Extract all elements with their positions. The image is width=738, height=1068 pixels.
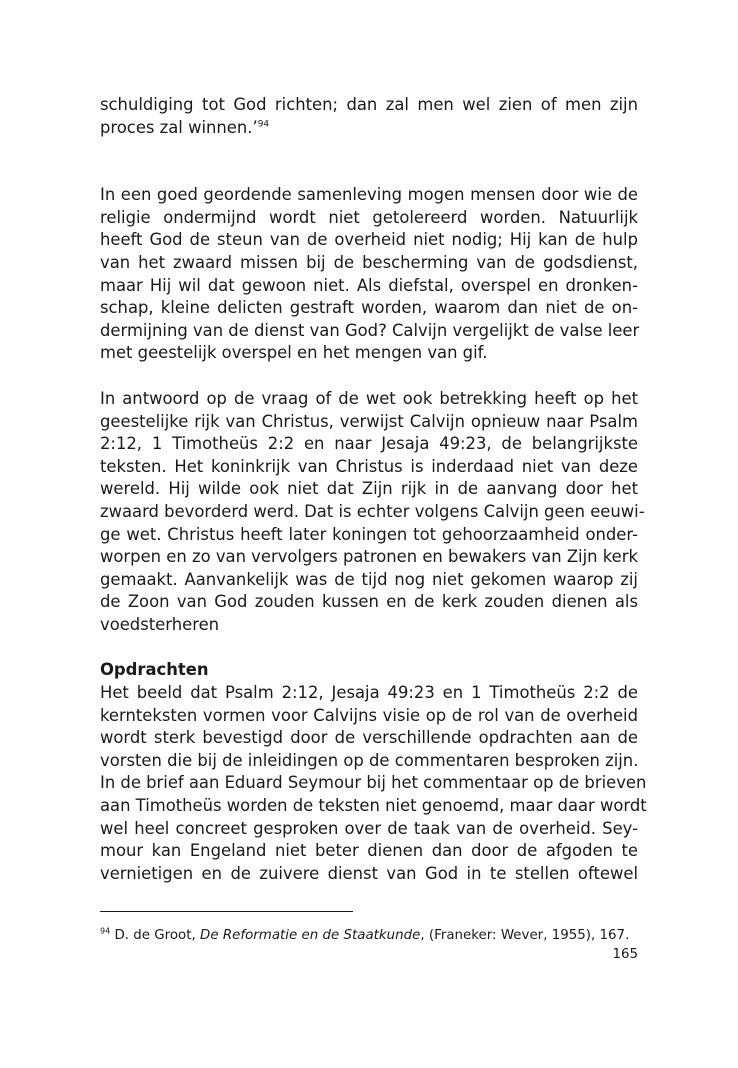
section-paragraph [100,682,647,885]
text-line: aan Timotheüs worden de teksten niet genoemd, maar daar wordt [100,796,647,816]
footnote-citation: , (Franeker: Wever, 1955), 167. [420,928,630,943]
text-line: schuldiging tot God richten; dan zal men wel zien of men zijn [100,95,638,114]
text-line: wordt sterk bevestigd door de verschillende opdrachten aan de [100,728,638,748]
footnote-number: 94 [100,926,111,936]
paragraph-spacer [100,365,638,388]
text-line: In antwoord op de vraag of de wet ook betrekking heeft op het [100,388,638,408]
paragraph-spacer [100,636,638,659]
text-line: schap, kleine delicten gestraft worden, waarom dan niet de on- [100,298,638,318]
text-line: wel heel concreet gesproken over de taak van de overheid. Sey- [100,818,638,838]
paragraph-3 [100,388,645,637]
footnote-reference[interactable]: 94 [257,119,270,130]
text-line: dermijning van de dienst van God? Calvijn vergelijkt de valse leer [100,320,640,340]
text-line: gemaakt. Aanvankelijk was de tijd nog niet gekomen waarop zij [100,569,638,589]
page-body [100,94,647,885]
text-line: maar Hij wil dat gewoon niet. Als diefstal, overspel en dronken- [100,275,638,295]
text-line: de Zoon van God zouden kussen en de kerk zouden dienen als [100,592,638,612]
paragraph-1 [100,94,638,139]
text-line: worpen en zo van vervolgers patronen en bewakers van Zijn kerk [100,547,638,567]
footnote [100,927,638,945]
text-line-content: proces zal winnen.’ [100,117,258,137]
text-line: ge wet. Christus heeft later koningen tot gehoorzaamheid onder- [100,524,638,544]
text-line: wereld. Hij wilde ook niet dat Zijn rijk in de aanvang door het [100,479,638,499]
text-line: vernietigen en de zuivere dienst van God in te stellen oftewel [100,863,638,883]
text-line: van het zwaard missen bij de bescherming van de godsdienst, [100,252,638,272]
text-line: voedsterheren [100,614,220,634]
text-line: vorsten die bij de inleidingen op de commentaren besproken zijn. [100,750,639,770]
text-line [100,117,638,140]
text-line: mour kan Engeland niet beter dienen dan door de afgoden te [100,841,638,861]
section-heading: Opdrachten [100,660,209,680]
text-line: zwaard bevorderd werd. Dat is echter volgens Calvijn geen eeuwi- [100,501,645,521]
text-line: met geestelijk overspel en het mengen van gif. [100,343,488,363]
text-line: geestelijke rijk van Christus, verwijst Calvijn opnieuw naar Psalm [100,411,638,431]
footnote-author: D. de Groot, [114,928,196,943]
text-line: In een goed geordende samenleving mogen mensen door wie de [100,185,638,205]
paragraph-spacer [100,139,638,184]
footnote-divider [100,911,353,912]
text-line: teksten. Het koninkrijk van Christus is inderdaad niet van deze [100,456,638,476]
page-number: 165 [612,947,638,962]
footnote-title: De Reformatie en de Staatkunde [200,928,421,943]
text-line: 2:12, 1 Timotheüs 2:2 en naar Jesaja 49:23, de belangrijkste [100,434,638,454]
text-line: kernteksten vormen voor Calvijns visie op de rol van de overheid [100,705,638,725]
text-line: Het beeld dat Psalm 2:12, Jesaja 49:23 en 1 Timotheüs 2:2 de [100,683,638,703]
paragraph-2 [100,184,638,365]
text-line: heeft God de steun van de overheid niet nodig; Hij kan de hulp [100,230,638,250]
text-line: In de brief aan Eduard Seymour bij het commentaar op de brieven [100,773,647,793]
text-line: religie ondermijnd wordt niet getolereerd worden. Natuurlijk [100,207,638,227]
